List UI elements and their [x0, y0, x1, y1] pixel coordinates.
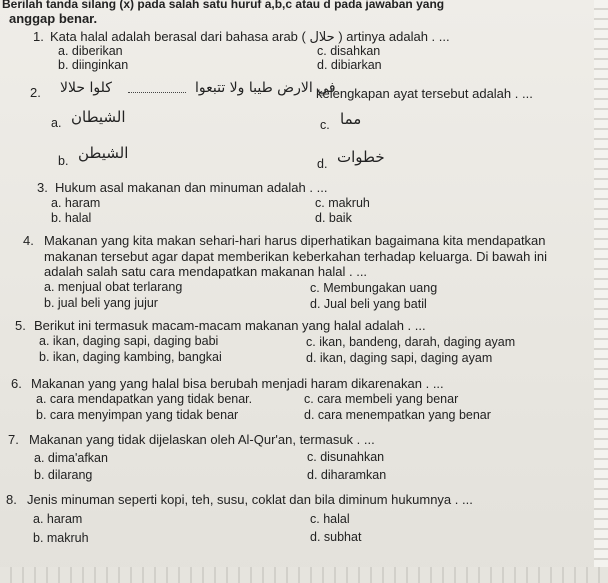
arabic-verse-part-2: في الارض طيبا ولا تتبعوا [195, 80, 336, 96]
question-number: 8. [6, 492, 17, 507]
blank-line [128, 81, 186, 96]
option-a[interactable]: a. haram [51, 196, 101, 210]
question-text: kelengkapan ayat tersebut adalah . ... [316, 86, 533, 101]
paper-edge-right [594, 0, 608, 583]
option-b[interactable]: b. diinginkan [58, 58, 129, 72]
option-a[interactable]: a. dima'afkan [34, 451, 108, 465]
option-d[interactable]: d. subhat [310, 530, 362, 544]
question-text: Hukum asal makanan dan minuman adalah . ... [55, 180, 328, 195]
option-b-label[interactable]: b. [58, 154, 69, 168]
question-number: 4. [23, 233, 34, 248]
question-number: 6. [11, 376, 22, 391]
question-text: Makanan yang tidak dijelaskan oleh Al-Qur'an, termasuk . ... [29, 432, 375, 447]
question-number: 7. [8, 432, 19, 447]
option-a[interactable]: a. haram [33, 512, 83, 526]
option-a[interactable]: a. diberikan [58, 44, 123, 58]
question-text-line-2: makanan tersebut agar dapat memberikan keberkahan terhadap keluarga. Di bawah ini [44, 249, 547, 264]
question-text-line-1: Makanan yang kita makan sehari-hari harus diperhatikan bagaimana kita mendapatkan [44, 233, 546, 248]
question-text: Kata halal adalah berasal dari bahasa arab ( حلال ) artinya adalah . ... [50, 29, 450, 44]
question-text: Jenis minuman seperti kopi, teh, susu, coklat dan bila diminum hukumnya . ... [27, 492, 473, 507]
option-b-arabic[interactable]: الشيطن [78, 144, 129, 162]
option-d[interactable]: d. dibiarkan [317, 58, 382, 72]
option-d[interactable]: d. baik [315, 211, 352, 225]
option-c-arabic[interactable]: مما [340, 110, 362, 128]
option-b[interactable]: b. cara menyimpan yang tidak benar [36, 408, 239, 422]
option-a-label[interactable]: a. [51, 116, 62, 130]
option-b[interactable]: b. makruh [33, 531, 89, 545]
option-b[interactable]: b. jual beli yang jujur [44, 296, 158, 310]
option-c[interactable]: c. makruh [315, 196, 370, 210]
arabic-verse-part-1: كلوا حلالا [60, 80, 112, 96]
option-c[interactable]: c. disahkan [317, 44, 381, 58]
option-d[interactable]: d. Jual beli yang batil [310, 297, 427, 311]
option-b[interactable]: b. ikan, daging kambing, bangkai [39, 350, 222, 364]
option-d-arabic[interactable]: خطوات [337, 148, 385, 166]
option-a[interactable]: a. menjual obat terlarang [44, 280, 183, 294]
option-c[interactable]: c. cara membeli yang benar [304, 392, 459, 406]
question-number: 5. [15, 318, 26, 333]
paper-edge-bottom [0, 567, 608, 583]
option-d[interactable]: d. ikan, daging sapi, daging ayam [306, 351, 493, 365]
option-d[interactable]: d. cara menempatkan yang benar [304, 408, 491, 422]
instruction-text-2: anggap benar. [9, 11, 98, 26]
option-c[interactable]: c. Membungakan uang [310, 281, 438, 295]
option-a[interactable]: a. ikan, daging sapi, daging babi [39, 334, 219, 348]
question-number: 2. [30, 85, 41, 100]
option-c[interactable]: c. halal [310, 512, 350, 526]
question-text: Makanan yang yang halal bisa berubah menjadi haram dikarenakan . ... [31, 376, 444, 391]
option-a-arabic[interactable]: الشيطان [71, 108, 126, 126]
question-number: 3. [37, 180, 48, 195]
question-number: 1. [33, 29, 44, 44]
question-text-line-3: adalah salah satu cara mendapatkan makanan halal . ... [44, 264, 368, 279]
option-d[interactable]: d. diharamkan [307, 468, 387, 482]
option-c-label[interactable]: c. [320, 118, 330, 132]
question-text: Berikut ini termasuk macam-macam makanan yang halal adalah . ... [34, 318, 426, 333]
option-c[interactable]: c. disunahkan [307, 450, 385, 464]
option-a[interactable]: a. cara mendapatkan yang tidak benar. [36, 392, 253, 406]
option-c[interactable]: c. ikan, bandeng, darah, daging ayam [306, 335, 516, 349]
option-d-label[interactable]: d. [317, 157, 328, 171]
option-b[interactable]: b. dilarang [34, 468, 93, 482]
instruction-text: Berilah tanda silang (x) pada salah satu huruf a,b,c atau d pada jawaban yang [2, 0, 445, 11]
option-b[interactable]: b. halal [51, 211, 92, 225]
